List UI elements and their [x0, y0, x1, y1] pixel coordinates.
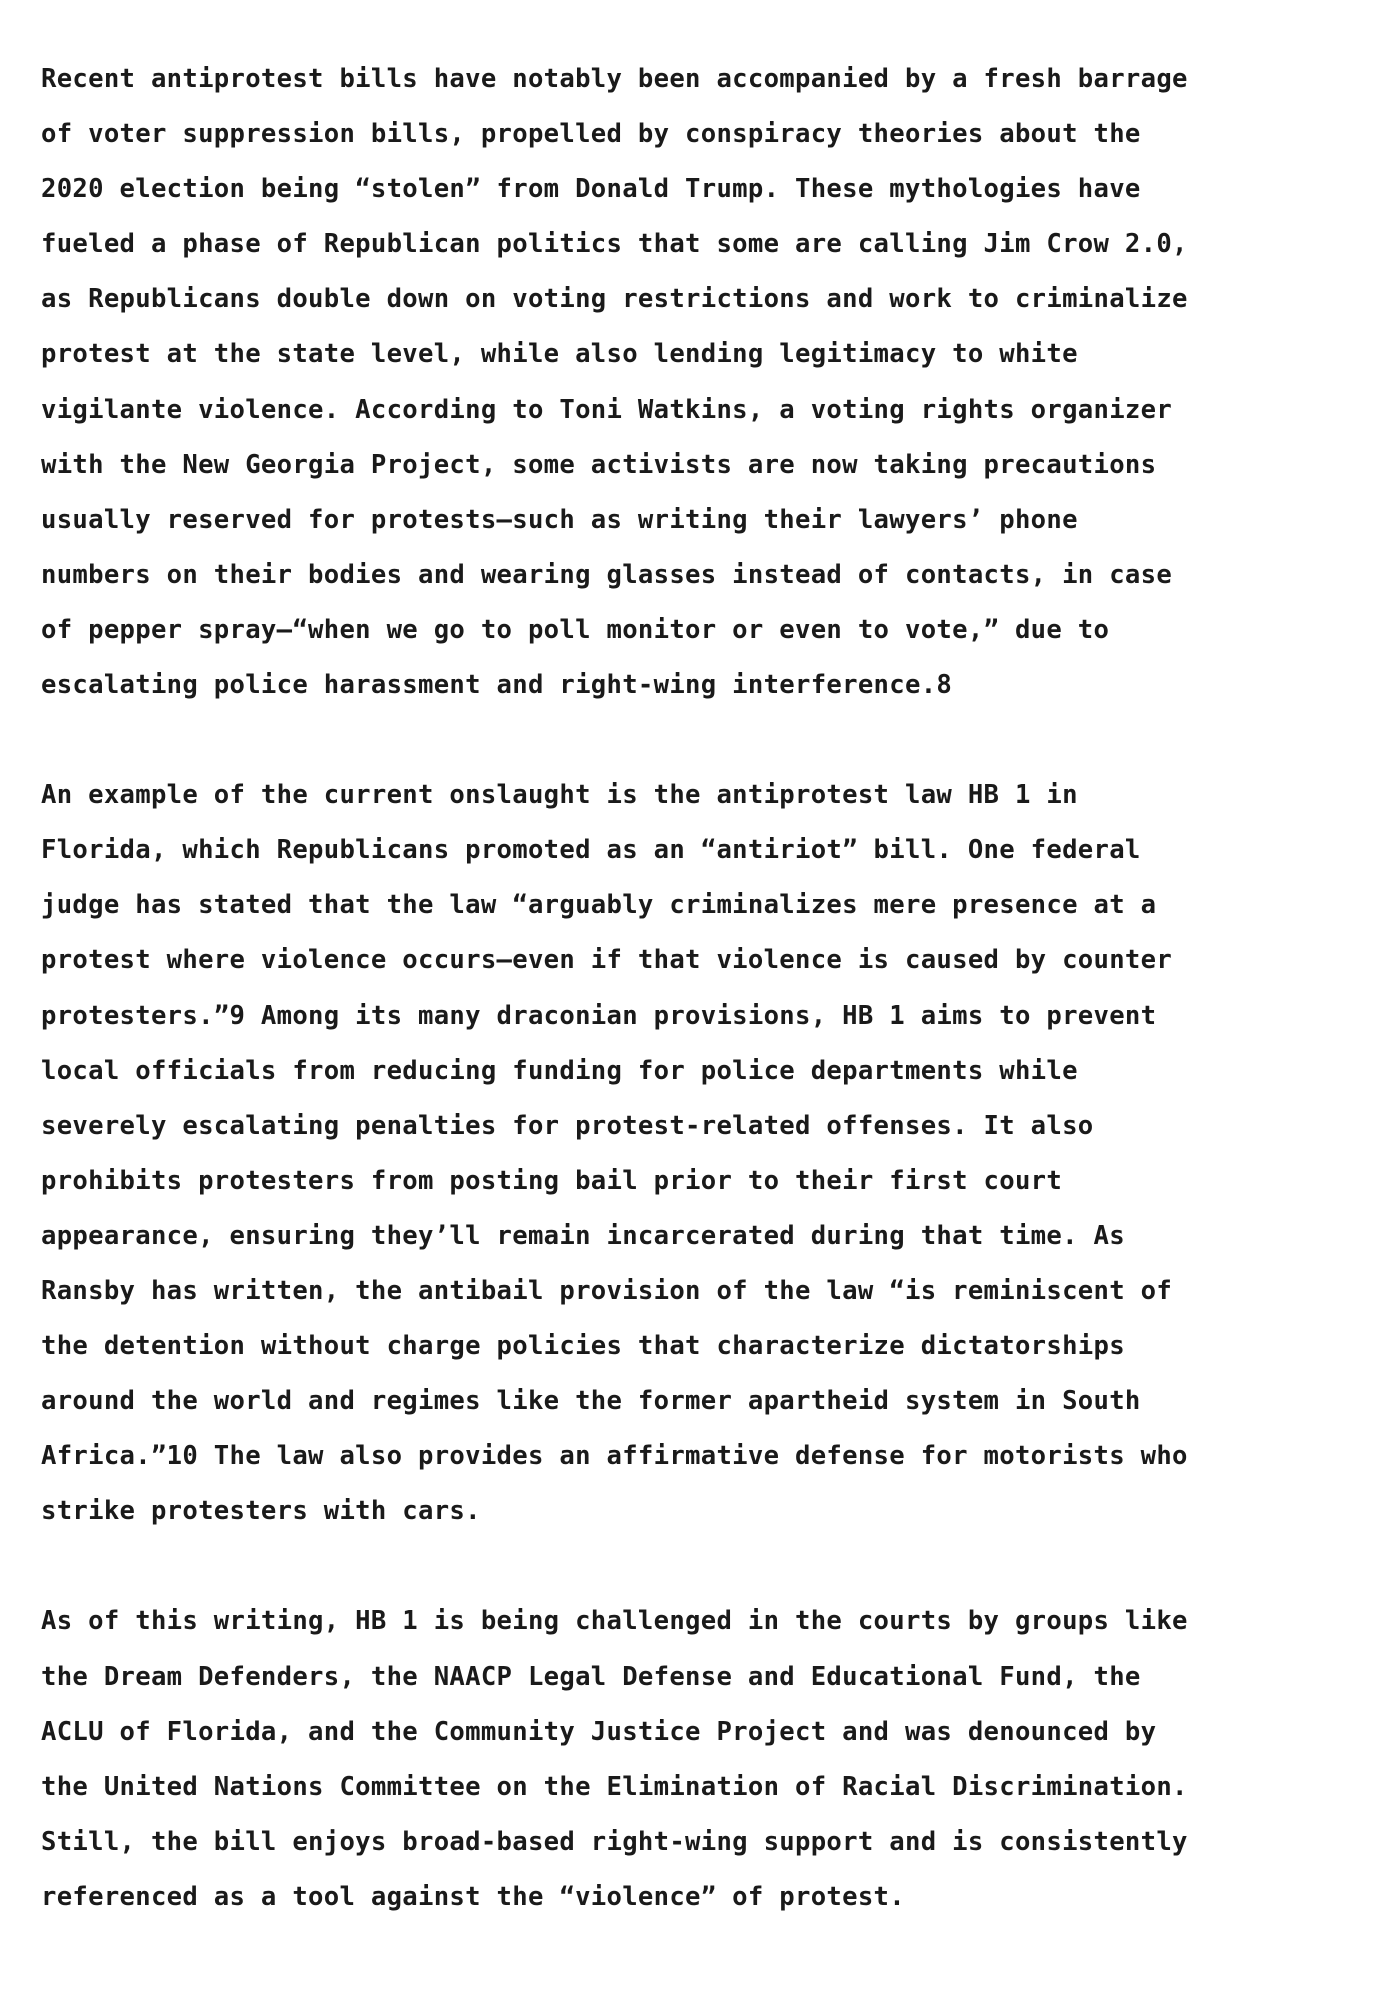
text-line: usually reserved for protests—such as writing their lawyers’ phone — [41, 504, 1078, 535]
text-line: judge has stated that the law “arguably criminalizes mere presence at a — [41, 890, 1157, 921]
text-line: Ransby has written, the antibail provision of the law “is reminiscent of — [41, 1275, 1173, 1306]
text-line: numbers on their bodies and wearing glasses instead of contacts, in case — [41, 559, 1173, 590]
text-line: An example of the current onslaught is the antiprotest law HB 1 in — [41, 780, 1078, 811]
text-line: of voter suppression bills, propelled by conspiracy theories about the — [41, 119, 1141, 150]
text-line: local officials from reducing funding for police departments while — [41, 1055, 1078, 1086]
paragraph-hb1-challenge — [41, 1594, 1357, 1925]
text-line: escalating police harassment and right-wing interference.8 — [41, 670, 953, 701]
paragraph-hb1-florida — [41, 768, 1357, 1539]
text-line: the United Nations Committee on the Elimination of Racial Discrimination. — [41, 1771, 1188, 1802]
text-line: protesters.”9 Among its many draconian provisions, HB 1 aims to prevent — [41, 1000, 1157, 1031]
text-line: prohibits protesters from posting bail prior to their first court — [41, 1165, 1063, 1196]
text-line: vigilante violence. According to Toni Watkins, a voting rights organizer — [41, 394, 1173, 425]
text-line: around the world and regimes like the former apartheid system in South — [41, 1386, 1141, 1417]
text-line: Florida, which Republicans promoted as an “antiriot” bill. One federal — [41, 835, 1141, 866]
text-line: strike protesters with cars. — [41, 1496, 481, 1527]
text-line: the detention without charge policies that characterize dictatorships — [41, 1331, 1125, 1362]
text-line: 2020 election being “stolen” from Donald Trump. These mythologies have — [41, 174, 1141, 205]
text-line: Africa.”10 The law also provides an affirmative defense for motorists who — [41, 1441, 1188, 1472]
text-line: appearance, ensuring they’ll remain incarcerated during that time. As — [41, 1220, 1125, 1251]
text-line: severely escalating penalties for protest-related offenses. It also — [41, 1110, 1094, 1141]
text-line: ACLU of Florida, and the Community Justice Project and was denounced by — [41, 1716, 1157, 1747]
text-line: of pepper spray—“when we go to poll monitor or even to vote,” due to — [41, 614, 1110, 645]
text-line: Still, the bill enjoys broad-based right-wing support and is consistently — [41, 1826, 1188, 1857]
text-line: fueled a phase of Republican politics that some are calling Jim Crow 2.0, — [41, 229, 1188, 260]
text-line: As of this writing, HB 1 is being challenged in the courts by groups like — [41, 1606, 1188, 1637]
text-line: protest where violence occurs—even if that violence is caused by counter — [41, 945, 1173, 976]
text-line: with the New Georgia Project, some activists are now taking precautions — [41, 449, 1157, 480]
text-line: protest at the state level, while also lending legitimacy to white — [41, 339, 1078, 370]
text-line: the Dream Defenders, the NAACP Legal Defense and Educational Fund, the — [41, 1661, 1141, 1692]
paragraph-voter-suppression — [41, 52, 1357, 713]
text-line: referenced as a tool against the “violence” of protest. — [41, 1881, 905, 1912]
text-line: as Republicans double down on voting restrictions and work to criminalize — [41, 284, 1188, 315]
text-line: Recent antiprotest bills have notably been accompanied by a fresh barrage — [41, 64, 1188, 94]
